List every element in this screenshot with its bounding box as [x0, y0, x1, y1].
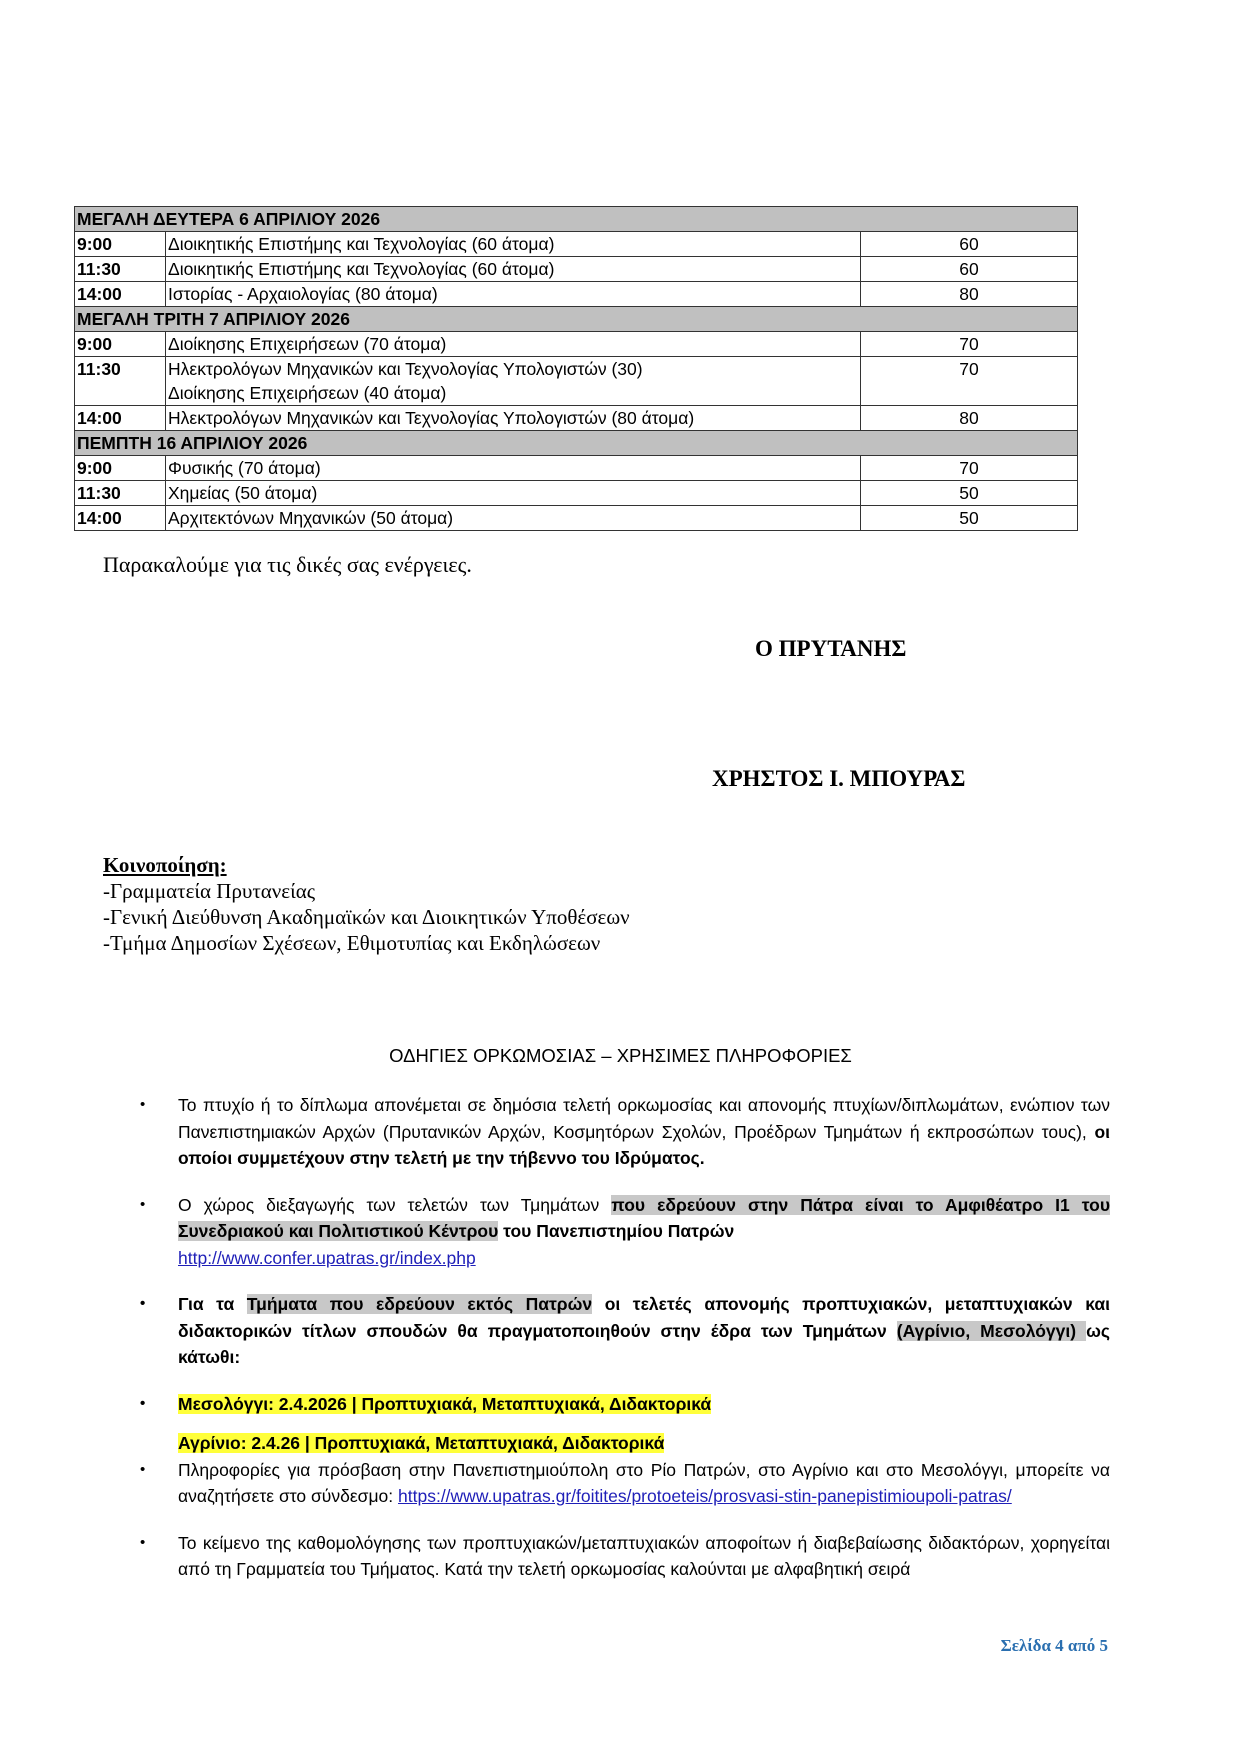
- guide-item: [140, 1391, 1110, 1457]
- request-paragraph: Παρακαλούμε για τις δικές σας ενέργειες.: [103, 552, 472, 577]
- item-text: Το πτυχίο ή το δίπλωμα απονέμεται σε δημόσια τελετή ορκωμοσίας και απονομής πτυχίων/διπλωμάτων, ενώπιον των Πανεπιστημιακών Αρχών (Πρυτανικών Αρχών, Κοσμητόρων Σχολών, Προέδρων Τμημάτων ή εκπροσώπων τους),: [178, 1095, 1110, 1142]
- slot-department: Ηλεκτρολόγων Μηχανικών και Τεχνολογίας Υπολογιστών (80 άτομα): [166, 406, 861, 431]
- item-text: ως κάτωθι:: [178, 1320, 1110, 1367]
- ceremony-schedule-table: [74, 206, 1078, 531]
- venue-highlight: που εδρεύουν στην Πάτρα είναι το Αμφιθέατρο Ι1 του Συνεδριακού και Πολιτιστικού Κέντρου: [178, 1194, 1111, 1241]
- table-row: [75, 406, 1078, 431]
- mesolongi-date: Μεσολόγγι: 2.4.2026 | Προπτυχιακά, Μεταπτυχιακά, Διδακτορικά: [178, 1393, 712, 1414]
- slot-department: [166, 357, 861, 406]
- cc-item: -Γραμματεία Πρυτανείας: [103, 879, 316, 903]
- bullet-icon: •: [140, 1394, 146, 1412]
- cc-item: -Γενική Διεύθυνση Ακαδημαϊκών και Διοικητικών Υποθέσεων: [103, 905, 630, 929]
- guide-item: [140, 1192, 1110, 1272]
- slot-time: 9:00: [75, 332, 166, 357]
- guide-item: [140, 1291, 1110, 1371]
- table-row: [75, 481, 1078, 506]
- table-row: [75, 332, 1078, 357]
- item-text: Για τα: [178, 1294, 247, 1314]
- guide-item: [140, 1092, 1110, 1172]
- slot-department: Ιστορίας - Αρχαιολογίας (80 άτομα): [166, 282, 861, 307]
- item-text: οι τελετές απονομής προπτυχιακών, μεταπτυχιακών και διδακτορικών τίτλων σπουδών θα πραγματοποιηθούν στην έδρα των Τμημάτων: [178, 1294, 1110, 1341]
- slot-count: 50: [861, 506, 1078, 531]
- slot-time: 11:30: [75, 481, 166, 506]
- access-info-link[interactable]: https://www.upatras.gr/foitites/protoeteis/prosvasi-stin-panepistimioupoli-patras/: [398, 1486, 1012, 1506]
- slot-department: Διοικητικής Επιστήμης και Τεχνολογίας (60 άτομα): [166, 257, 861, 282]
- slot-time: 9:00: [75, 456, 166, 481]
- item-text: Το κείμενο της καθομολόγησης των προπτυχιακών/μεταπτυχιακών αποφοίτων ή διαβεβαίωσης διδακτόρων, χορηγείται από τη Γραμματεία του Τμήματος. Κατά την τελετή ορκωμοσίας καλούνται με αλφαβητική σειρά: [178, 1532, 1110, 1579]
- page-number: Σελίδα 4 από 5: [1000, 1636, 1108, 1655]
- slot-time: 14:00: [75, 406, 166, 431]
- item-text: Ο χώρος διεξαγωγής των τελετών των Τμημάτων: [178, 1194, 612, 1215]
- locations-highlight: (Αγρίνιο, Μεσολόγγι): [896, 1320, 1087, 1341]
- slot-time: 14:00: [75, 506, 166, 531]
- slot-department: Διοίκησης Επιχειρήσεων (70 άτομα): [166, 332, 861, 357]
- slot-department: Φυσικής (70 άτομα): [166, 456, 861, 481]
- day-header-row: [75, 207, 1078, 232]
- slot-time: 14:00: [75, 282, 166, 307]
- guide-title: ΟΔΗΓΙΕΣ ΟΡΚΩΜΟΣΙΑΣ – ΧΡΗΣΙΜΕΣ ΠΛΗΡΟΦΟΡΙΕΣ: [389, 1045, 852, 1066]
- day-label: ΜΕΓΑΛΗ ΤΡΙΤΗ 7 ΑΠΡΙΛΙΟΥ 2026: [75, 307, 1078, 332]
- item-text: Πληροφορίες για πρόσβαση στην Πανεπιστημιούπολη στο Ρίο Πατρών, στο Αγρίνιο και στο Μεσολόγγι, μπορείτε να αναζητήσετε στο σύνδεσμο:: [178, 1459, 1110, 1506]
- slot-department-line: Ηλεκτρολόγων Μηχανικών και Τεχνολογίας Υπολογιστών (30): [168, 359, 643, 379]
- guide-item: [140, 1457, 1110, 1510]
- bullet-icon: •: [140, 1460, 146, 1478]
- slot-department: Διοικητικής Επιστήμης και Τεχνολογίας (60 άτομα): [166, 232, 861, 257]
- table-row: [75, 232, 1078, 257]
- table-row: [75, 506, 1078, 531]
- slot-department-line: Διοίκησης Επιχειρήσεων (40 άτομα): [168, 383, 447, 403]
- slot-count: 60: [861, 232, 1078, 257]
- guide-list: [140, 1092, 1110, 1583]
- slot-count: 50: [861, 481, 1078, 506]
- table-row: [75, 357, 1078, 406]
- slot-time: 11:30: [75, 257, 166, 282]
- slot-count: 70: [861, 332, 1078, 357]
- table-row: [75, 257, 1078, 282]
- slot-department: Αρχιτεκτόνων Μηχανικών (50 άτομα): [166, 506, 861, 531]
- cc-title: Κοινοποίηση:: [103, 853, 227, 877]
- slot-count: 70: [861, 456, 1078, 481]
- cc-item: -Τμήμα Δημοσίων Σχέσεων, Εθιμοτυπίας και Εκδηλώσεων: [103, 931, 601, 955]
- bullet-icon: •: [140, 1096, 146, 1113]
- guide-item: [140, 1530, 1110, 1583]
- bullet-icon: •: [140, 1295, 146, 1312]
- day-header-row: [75, 307, 1078, 332]
- slot-count: 80: [861, 406, 1078, 431]
- confer-link[interactable]: http://www.confer.upatras.gr/index.php: [178, 1247, 476, 1268]
- bullet-icon: •: [140, 1195, 146, 1213]
- table-row: [75, 282, 1078, 307]
- agrinio-date: Αγρίνιο: 2.4.26 | Προπτυχιακά, Μεταπτυχιακά, Διδακτορικά: [178, 1433, 665, 1453]
- day-label: ΜΕΓΑΛΗ ΔΕΥΤΕΡΑ 6 ΑΠΡΙΛΙΟΥ 2026: [75, 207, 1078, 232]
- signature-title: Ο ΠΡΥΤΑΝΗΣ: [755, 636, 907, 661]
- slot-count: 80: [861, 282, 1078, 307]
- table-row: [75, 456, 1078, 481]
- cc-section: [103, 852, 630, 956]
- slot-count: 70: [861, 357, 1078, 406]
- slot-time: 11:30: [75, 357, 166, 406]
- item-bold-text: οι οποίοι συμμετέχουν στην τελετή με την τήβεννο του Ιδρύματος.: [178, 1121, 1110, 1168]
- item-bold-text: του Πανεπιστημίου Πατρών: [498, 1221, 735, 1241]
- slot-time: 9:00: [75, 232, 166, 257]
- bullet-icon: •: [140, 1533, 146, 1551]
- departments-highlight: Τμήματα που εδρεύουν εκτός Πατρών: [246, 1294, 593, 1314]
- signature-name: ΧΡΗΣΤΟΣ Ι. ΜΠΟΥΡΑΣ: [712, 766, 966, 791]
- slot-department: Χημείας (50 άτομα): [166, 481, 861, 506]
- day-header-row: [75, 431, 1078, 456]
- day-label: ΠΕΜΠΤΗ 16 ΑΠΡΙΛΙΟΥ 2026: [75, 431, 1078, 456]
- slot-count: 60: [861, 257, 1078, 282]
